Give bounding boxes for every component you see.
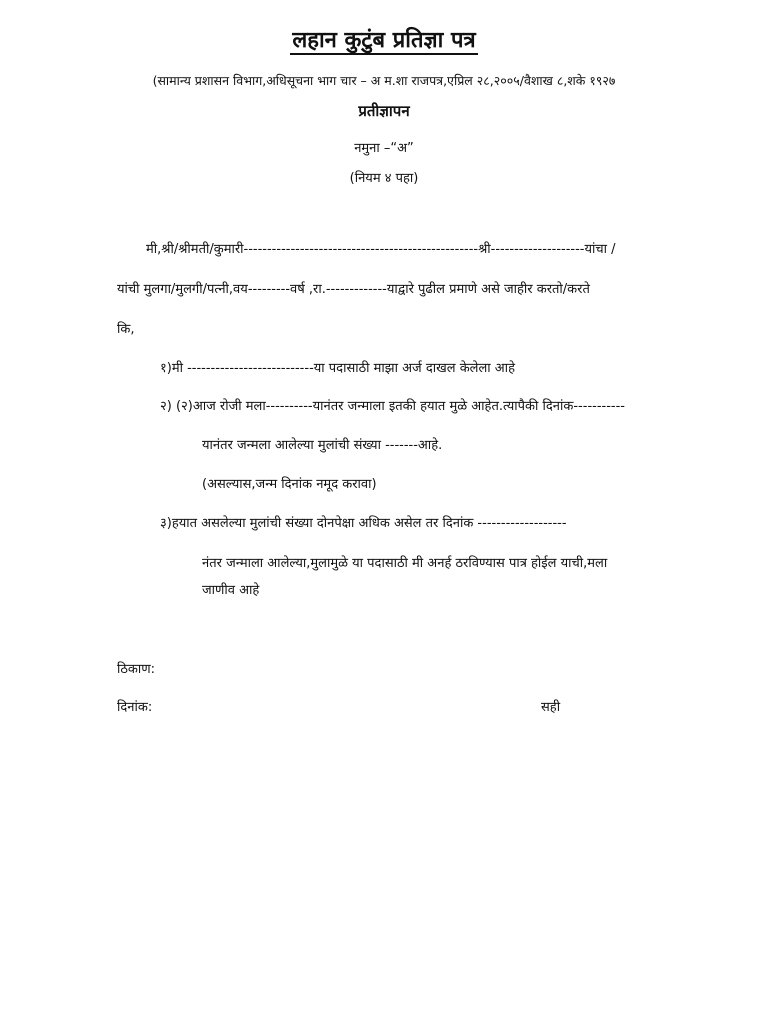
- place-label: ठिकाण:: [117, 662, 156, 677]
- form-label: नमुना –“अ”: [354, 141, 414, 156]
- affidavit-heading: प्रतीज्ञापन: [358, 102, 410, 120]
- item-2-sub-2: (असल्यास,जन्म दिनांक नमूद करावा): [202, 477, 377, 492]
- item-2: २) (२)आज रोजी मला----------यानंतर जन्माला इतकी हयात मुळे आहेत.त्यापैकी दिनांक-----------: [160, 399, 625, 414]
- date-label: दिनांक:: [117, 700, 153, 715]
- item-1: १)मी ---------------------------या पदासाठी माझा अर्ज दाखल केलेला आहे: [160, 361, 515, 376]
- signature-label: सही: [541, 700, 561, 715]
- declaration-line-3: कि,: [117, 322, 135, 337]
- item-3-sub-2: जाणीव आहे: [202, 583, 260, 598]
- item-3-sub-1: नंतर जन्माला आलेल्या,मुलामुळे या पदासाठी मी अनर्ह ठरविण्यास पात्र होईल याची,मला: [202, 556, 608, 571]
- rule-reference: (नियम ४ पहा): [349, 171, 419, 186]
- item-2-sub-1: यानंतर जन्मला आलेल्या मुलांची संख्या -------आहे.: [202, 438, 443, 453]
- declaration-line-2: यांची मुलगा/मुलगी/पत्नी,वय---------वर्ष ,रा.-------------याद्वारे पुढील प्रमाणे असे जाहीर करतो/करते: [117, 282, 590, 297]
- item-3: ३)हयात असलेल्या मुलांची संख्या दोनपेक्षा अधिक असेल तर दिनांक -------------------: [160, 516, 567, 531]
- document-title-text: लहान कुटुंब प्रतिज्ञा पत्र: [292, 28, 476, 53]
- declaration-line-1: मी,श्री/श्रीमती/कुमारी--------------------------------------------------श्री--------------------यांचा /: [146, 242, 616, 257]
- gazette-reference: (सामान्य प्रशासन विभाग,अधिसूचना भाग चार – अ म.शा राजपत्र,एप्रिल २८,२००५/वैशाख ८,शके १९२७: [152, 73, 616, 88]
- document-title: [0, 26, 768, 56]
